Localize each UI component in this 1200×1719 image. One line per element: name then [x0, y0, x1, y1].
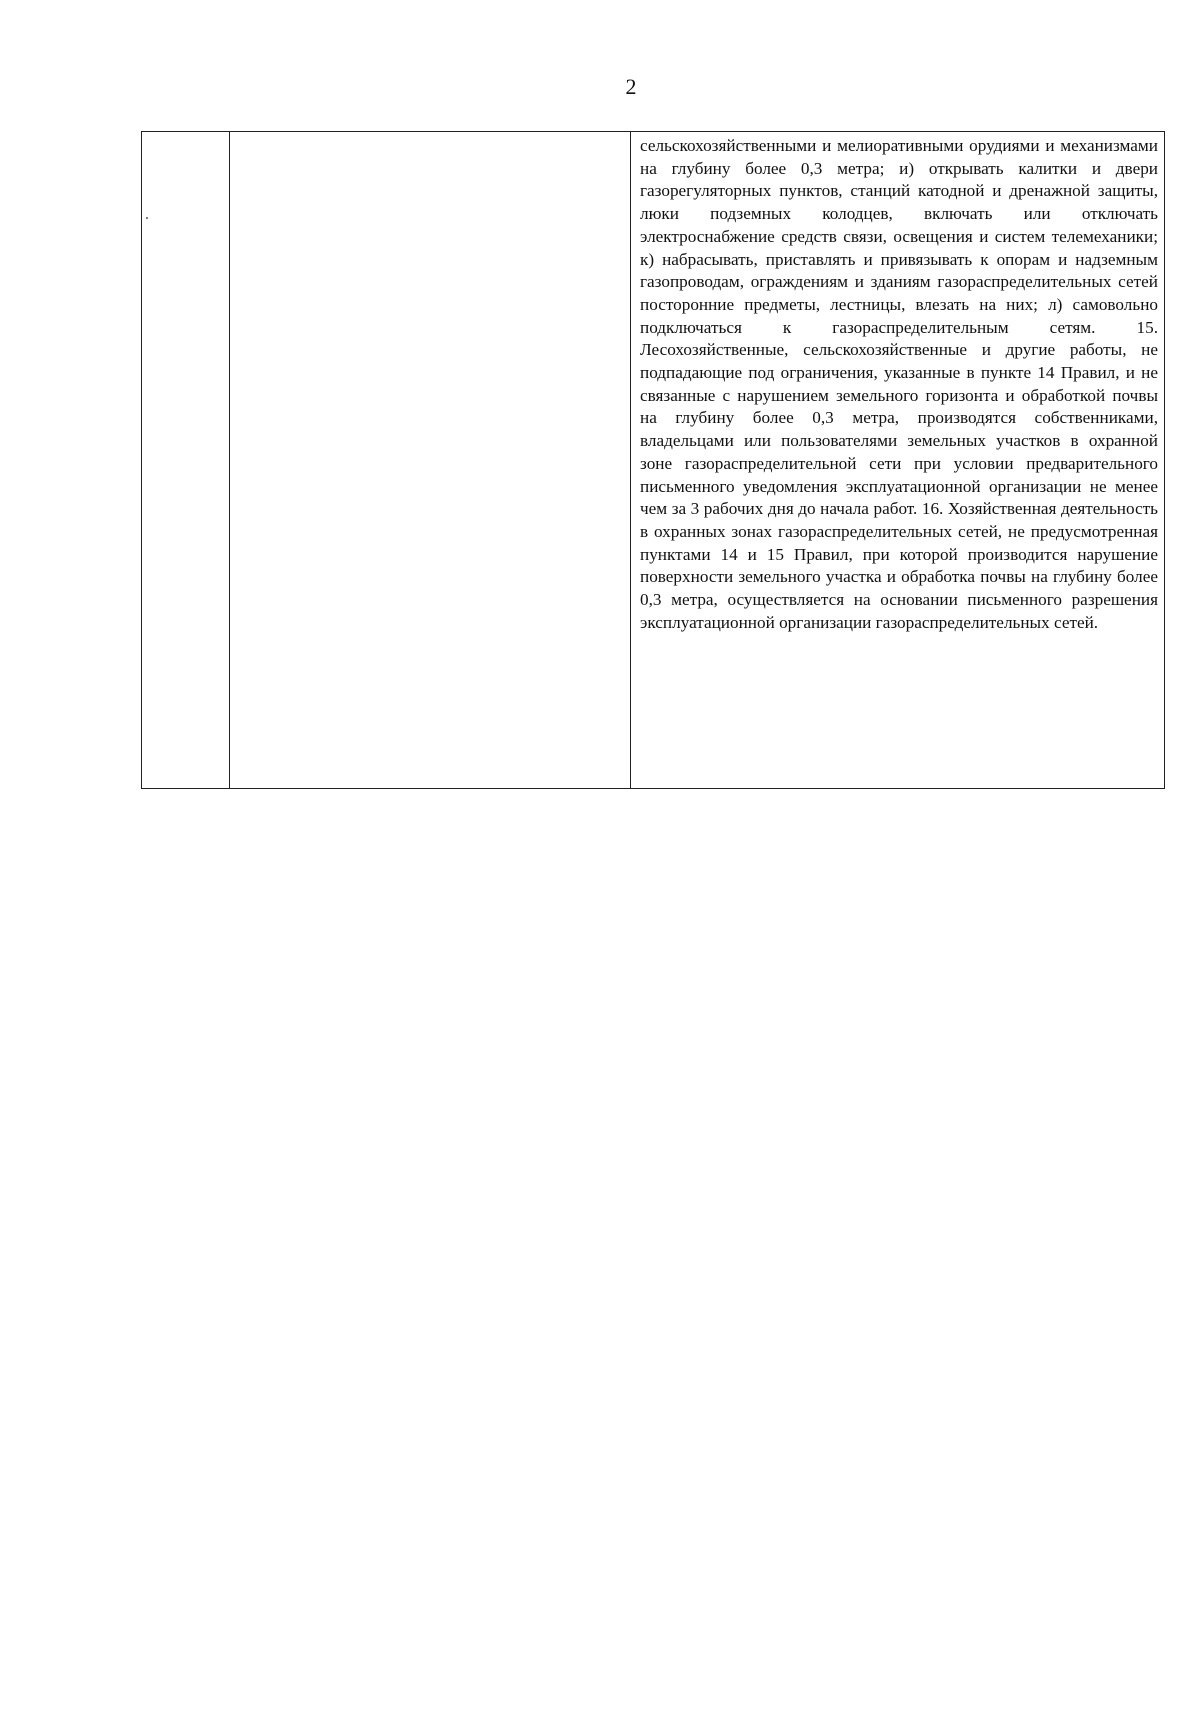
- scan-speck: [146, 217, 148, 219]
- column-divider-2: [630, 132, 631, 788]
- table-cell-text: сельскохозяйственными и мелиоративными орудиями и механизмами на глубину более 0,3 метра; и) открывать калитки и двери газорегуляторных пунктов, станций катодной и дренажной защиты, люки подземных колодцев, включать или отключать электроснабжение средств связи, освещения и систем телемеханики; к) набрасывать, приставлять и привязывать к опорам и надземным газопроводам, ограждениям и зданиям газораспределительных сетей посторонние предметы, лестницы, влезать на них; л) самовольно подключаться к газораспределительным сетям. 15. Лесохозяйственные, сельскохозяйственные и другие работы, не подпадающие под ограничения, указанные в пункте 14 Правил, и не связанные с нарушением земельного горизонта и обработкой почвы на глубину более 0,3 метра, производятся собственниками, владельцами или пользователями земельных участков в охранной зоне газораспределительной сети при условии предварительного письменного уведомления эксплуатационной организации не менее чем за 3 рабочих дня до начала работ. 16. Хозяйственная деятельность в охранных зонах газораспределительных сетей, не предусмотренная пунктами 14 и 15 Правил, при которой производится нарушение поверхности земельного участка и обработка почвы на глубину более 0,3 метра, осуществляется на основании письменного разрешения эксплуатационной организации газораспределительных сетей.: [640, 136, 1158, 632]
- column-divider-1: [229, 132, 230, 788]
- document-table: [141, 131, 1165, 789]
- page-number: 2: [625, 74, 637, 99]
